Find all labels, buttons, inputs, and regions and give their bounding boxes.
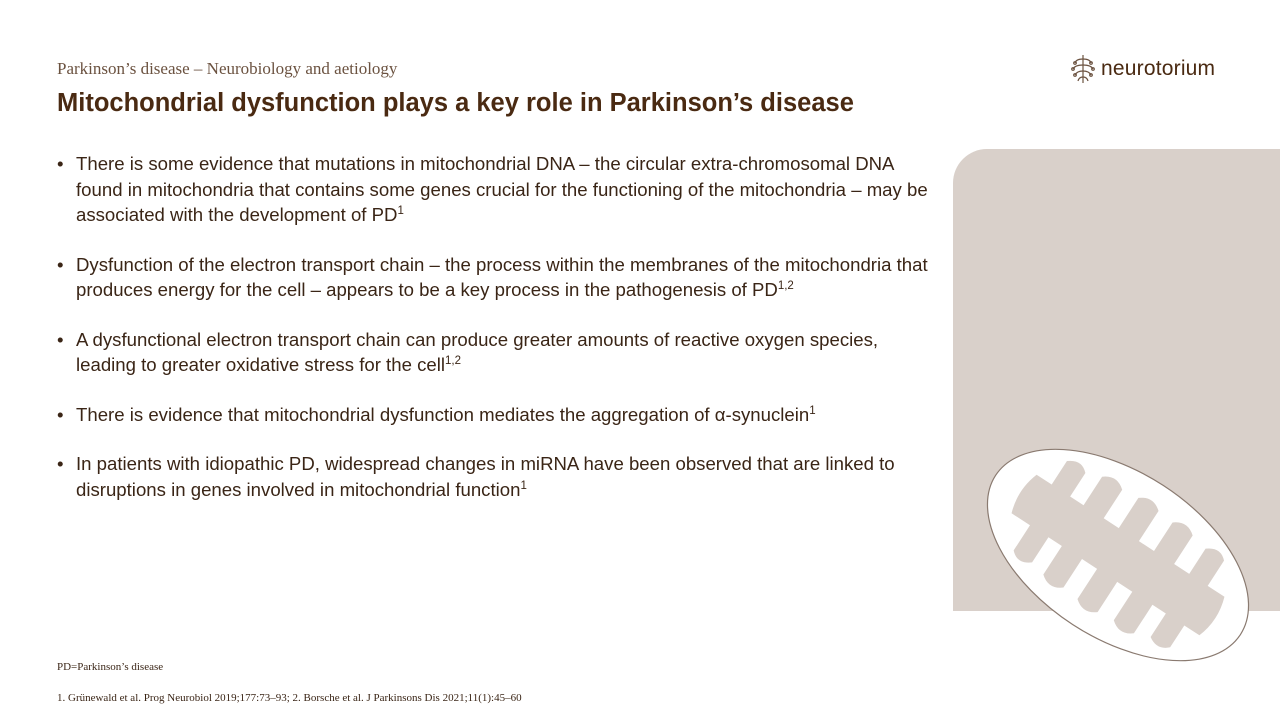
- bullet-text: There is evidence that mitochondrial dysfunction mediates the aggregation of α-synuclein: [76, 403, 810, 425]
- bullet-text: There is some evidence that mutations in mitochondrial DNA – the circular extra-chromosomal DNA found in mitochondria that contains some genes crucial for the functioning of the mitochondria – may be associated with the development of PD: [76, 153, 928, 225]
- neurotorium-logo-icon: [1071, 54, 1095, 84]
- slide-title: Mitochondrial dysfunction plays a key role in Parkinson’s disease: [57, 89, 854, 117]
- bullet-item: [57, 327, 937, 378]
- section-subtitle: Parkinson’s disease – Neurobiology and aetiology: [57, 59, 398, 78]
- bullet-text: Dysfunction of the electron transport chain – the process within the membranes of the mitochondria that produces energy for the cell – appears to be a key process in the pathogenesis of PD: [76, 253, 928, 300]
- reference-superscript: 1: [809, 404, 816, 417]
- neurotorium-logo: [1071, 54, 1215, 84]
- logo-text: neurotorium: [1101, 57, 1216, 80]
- reference-superscript: 1: [397, 205, 404, 217]
- bullet-item: [57, 252, 937, 303]
- bullet-item: [57, 151, 937, 228]
- mitochondrion-icon: [970, 440, 1266, 670]
- bullet-text: A dysfunctional electron transport chain can produce greater amounts of reactive oxygen species, leading to greater oxidative stress for the cell: [76, 328, 879, 375]
- reference-superscript: 1,2: [777, 280, 794, 292]
- bullet-item: [57, 451, 937, 502]
- references-footnote: 1. Grünewald et al. Prog Neurobiol 2019;177:73–93; 2. Borsche et al. J Parkinsons Dis 2021;11(1):45–60: [57, 692, 522, 704]
- abbreviation-footnote: PD=Parkinson’s disease: [57, 661, 164, 673]
- bullet-list: [57, 151, 937, 526]
- reference-superscript: 1,2: [444, 355, 461, 367]
- bullet-item: [57, 402, 937, 428]
- reference-superscript: 1: [520, 479, 527, 492]
- bullet-text: In patients with idiopathic PD, widespread changes in miRNA have been observed that are linked to disruptions in genes involved in mitochondrial function: [76, 453, 895, 500]
